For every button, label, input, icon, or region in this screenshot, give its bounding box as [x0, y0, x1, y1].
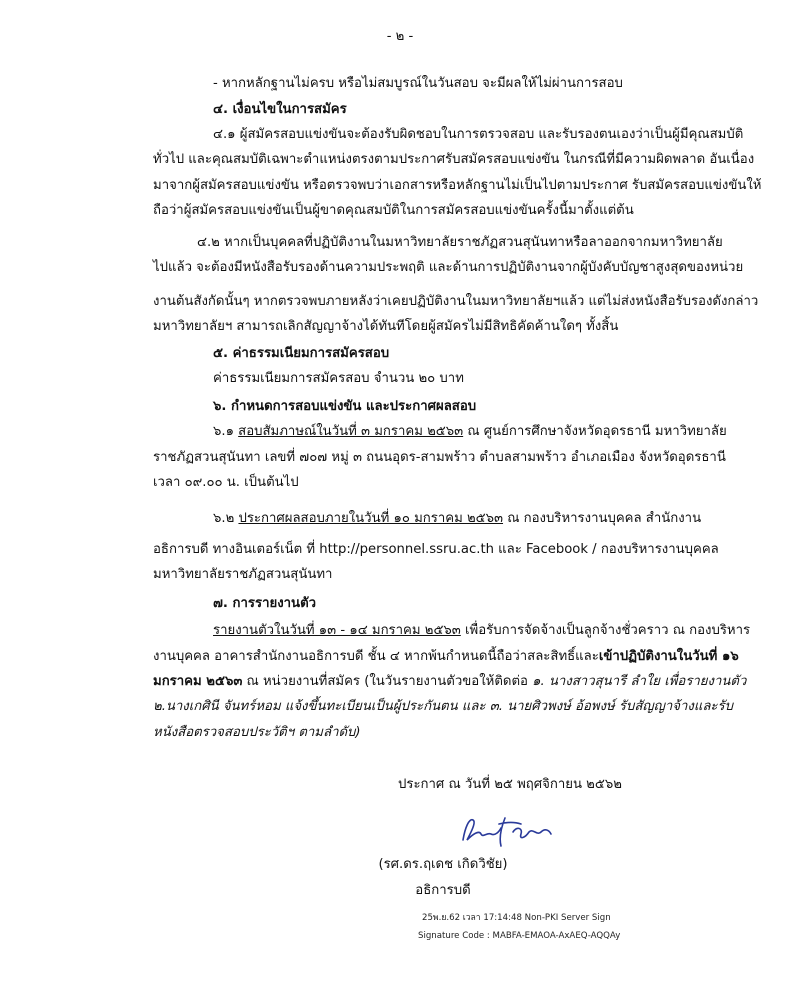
para-7-line-2 [153, 648, 739, 666]
para-6-2-line-1 [213, 510, 701, 528]
start-work-date-1: เข้าปฏิบัติงานในวันที่ ๑๖ [598, 649, 739, 664]
para-4-2-line-2: ไปแล้ว จะต้องมีหนังสือรับรองด้านความประพฤติ และด้านการปฏิบัติงานจากผู้บังคับบัญชาสูงสุดของหน่วย [153, 260, 744, 275]
section-6-heading: ๖. กำหนดการสอบแข่งขัน และประกาศผลสอบ [213, 399, 477, 414]
para-7-line-1 [213, 622, 750, 640]
para-4-2-line-1: ๔.๒ หากเป็นบุคคลที่ปฏิบัติงานในมหาวิทยาลัยราชภัฏสวนสุนันทาหรือลาออกจากมหาวิทยาลัย [197, 235, 723, 250]
page-number: - ๒ - [386, 29, 414, 44]
para-7-line-5: หนังสือตรวจสอบประวัติฯ ตามลำดับ) [153, 725, 361, 740]
start-work-date-2: มกราคม ๒๕๖๓ [153, 674, 243, 689]
section-4-heading: ๔. เงื่อนไขในการสมัคร [213, 102, 347, 117]
para-4-2-line-4: มหาวิทยาลัยฯ สามารถเลิกสัญญาจ้างได้ทันทีโดยผู้สมัครไม่มีสิทธิคัดค้านใดๆ ทั้งสิ้น [153, 319, 619, 334]
para-4-1-line-1: ๔.๑ ผู้สมัครสอบแข่งขันจะต้องรับผิดชอบในการตรวจสอบ และรับรองตนเองว่าเป็นผู้มีคุณสมบัติ [213, 127, 744, 142]
announcement-date: ประกาศ ณ วันที่ ๒๕ พฤศจิกายน ๒๕๖๒ [398, 777, 622, 792]
report-purpose: เพื่อรับการจัดจ้างเป็นลูกจ้างชั่วคราว ณ กองบริหาร [460, 623, 751, 638]
para-4-1-line-2: ทั่วไป และคุณสมบัติเฉพาะตำแหน่งตรงตามประกาศรับสมัครสอบแข่งขัน ในกรณีที่มีความผิดพลาด อันเนื่อง [153, 152, 755, 167]
para-6-2-line-2: อธิการบดี ทางอินเตอร์เน็ต ที่ http://personnel.ssru.ac.th และ Facebook / กองบริหารงานบุคคล [153, 542, 719, 557]
para-6-1-line-2: ราชภัฏสวนสุนันทา เลขที่ ๗๐๗ หมู่ ๓ ถนนอุดร-สามพร้าว ตำบลสามพร้าว อำเภอเมือง จังหวัดอุดรธานี [153, 450, 726, 465]
e-sign-timestamp: 25พ.ย.62 เวลา 17:14:48 Non-PKI Server Sign [422, 913, 611, 923]
para-4-2-line-3: งานต้นสังกัดนั้นๆ หากตรวจพบภายหลังว่าเคยปฏิบัติงานในมหาวิทยาลัยฯแล้ว แต่ไม่ส่งหนังสือรับรองดังกล่าว [153, 294, 759, 309]
contact-note: ณ หน่วยงานที่สมัคร (ในวันรายงานตัวขอให้ติดต่อ [242, 674, 533, 689]
para-4-1-line-3: มาจากผู้สมัครสอบแข่งขัน หรือตรวจพบว่าเอกสารหรือหลักฐานไม่เป็นไปตามประกาศ รับสมัครสอบแข่งขันให้ [153, 178, 762, 193]
para-7-line-4: ๒.นางเกศินี จันทร์หอม แจ้งขึ้นทะเบียนเป็นผู้ประกันตน และ ๓. นายศิวพงษ์ อ้อพงษ์ รับสัญญาจ้างและรับ [153, 699, 733, 714]
signer-title: อธิการบดี [415, 883, 471, 898]
para-6-1-line-1 [213, 423, 727, 441]
interview-location: ณ ศูนย์การศึกษาจังหวัดอุดรธานี มหาวิทยาลัย [463, 424, 727, 439]
contact-person-1: ๑. นางสาวสุนารี ลำใย เพื่อรายงานตัว [532, 674, 747, 689]
result-location: ณ กองบริหารงานบุคคล สำนักงาน [503, 511, 702, 526]
para-6-1-line-3: เวลา ๐๙.๐๐ น. เป็นต้นไป [153, 475, 299, 490]
para-6-2-number: ๖.๒ [213, 511, 239, 526]
report-date: รายงานตัวในวันที่ ๑๓ - ๑๔ มกราคม ๒๕๖๓ [213, 623, 461, 638]
interview-date: สอบสัมภาษณ์ในวันที่ ๓ มกราคม ๒๕๖๓ [238, 424, 464, 439]
para-6-1-number: ๖.๑ [213, 424, 239, 439]
section-5-heading: ๕. ค่าธรรมเนียมการสมัครสอบ [213, 346, 390, 361]
signer-name: (รศ.ดร.ฤเดช เกิดวิชัย) [378, 857, 508, 872]
report-place: งานบุคคล อาคารสำนักงานอธิการบดี ชั้น ๔ หากพ้นกำหนดนี้ถือว่าสละสิทธิ์และ [153, 649, 599, 664]
section-7-heading: ๗. การรายงานตัว [213, 596, 317, 611]
para-6-2-line-3: มหาวิทยาลัยราชภัฏสวนสุนันทา [153, 567, 333, 582]
fee-text: ค่าธรรมเนียมการสมัครสอบ จำนวน ๒๐ บาท [213, 371, 464, 386]
result-date: ประกาศผลสอบภายในวันที่ ๑๐ มกราคม ๒๕๖๓ [238, 511, 504, 526]
e-sign-code: Signature Code : MABFA-EMAOA-AxAEQ-AQQAy [418, 931, 621, 941]
para-7-line-3 [153, 673, 746, 691]
para-4-1-line-4: ถือว่าผู้สมัครสอบแข่งขันเป็นผู้ขาดคุณสมบัติในการสมัครสอบแข่งขันครั้งนี้มาตั้งแต่ต้น [153, 203, 634, 218]
evidence-note: - หากหลักฐานไม่ครบ หรือไม่สมบูรณ์ในวันสอบ จะมีผลให้ไม่ผ่านการสอบ [213, 76, 623, 91]
signature-image [455, 810, 565, 850]
